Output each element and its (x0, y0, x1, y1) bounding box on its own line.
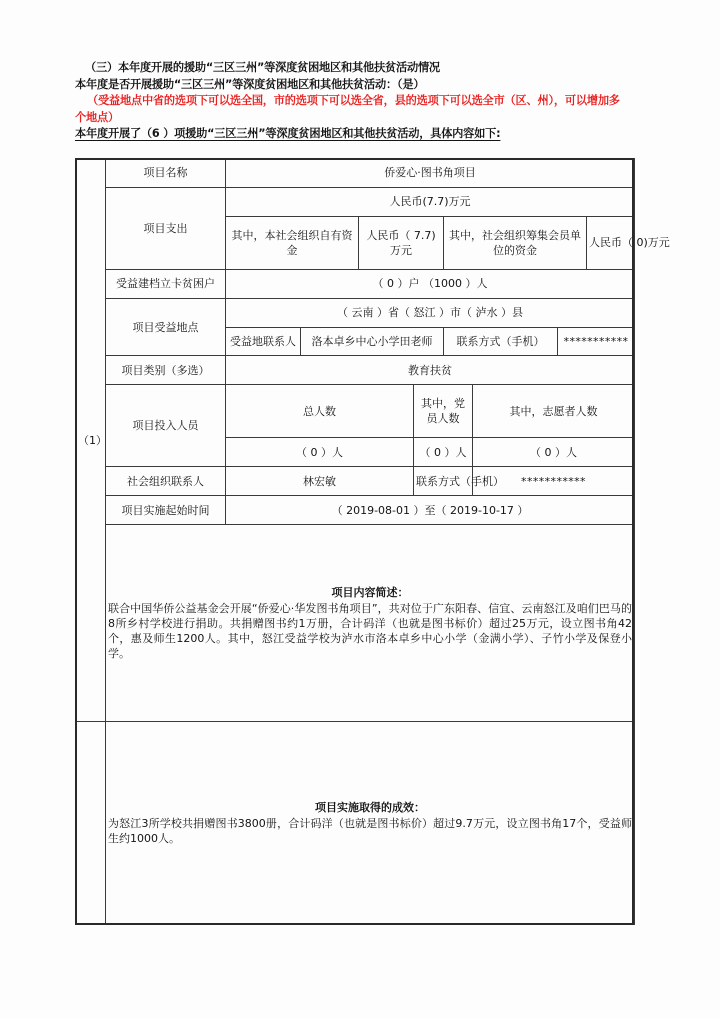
body-project-outcome: 为怒江3所学校共捐赠图书3800册，合计码洋（也就是图书标价）超过9.7万元，设立图书角17个，受益师生约1000人。 (108, 817, 632, 845)
value-location-admin: （ 云南 ）省（ 怒江 ）市（ 泸水 ）县 (226, 298, 635, 327)
label-member-funds: 其中，社会组织筹集会员单位的资金 (444, 216, 587, 269)
value-personnel-party: （ 0 ）人 (414, 438, 473, 467)
value-project-name: 侨爱心·图书角项目 (226, 159, 635, 188)
cell-project-outcome (106, 722, 635, 925)
table-row-period (76, 496, 635, 525)
count-line: 本年度开展了（6 ）项援助“三区三州”等深度贫困地区和其他扶贫活动，具体内容如下: (75, 127, 501, 140)
value-org-contact-name: 林宏敏 (226, 467, 414, 496)
question-line: 本年度是否开展援助“三区三州”等深度贫困地区和其他扶贫活动：（是） (75, 77, 425, 91)
table-row-personnel-headers (76, 385, 635, 438)
table-row-outcome (76, 722, 635, 925)
label-org-contact: 社会组织联系人 (106, 467, 226, 496)
table-row-category (76, 356, 635, 385)
label-beneficiary-households: 受益建档立卡贫困户 (106, 269, 226, 298)
value-category: 教育扶贫 (226, 356, 635, 385)
body-project-content: 联合中国华侨公益基金会开展“侨爱心·华发图书角项目”，共对位于广东阳春、信宜、云南怒江及咱们巴马的8所乡村学校进行捐助。共捐赠图书约1万册，合计码洋（也就是图书标价）超过25万元，设立图书角42个，惠及师生1200人。其中，怒江受益学校为泸水市洛本卓乡中心小学（金满小学）、子竹小学及保登小学。 (108, 602, 632, 660)
note-line-2: 个地点） (75, 110, 119, 124)
value-personnel-total: （ 0 ）人 (226, 438, 414, 467)
label-period: 项目实施起始时间 (106, 496, 226, 525)
label-location-phone: 联系方式（手机） (444, 327, 558, 356)
label-expenditure: 项目支出 (106, 187, 226, 269)
value-period: （ 2019-08-01 ）至（ 2019-10-17 ） (226, 496, 635, 525)
value-own-funds: 人民币（ 7.7)万元 (359, 216, 444, 269)
value-expenditure-total: 人民币(7.7)万元 (226, 187, 635, 216)
value-org-contact-phone: *********** (473, 467, 635, 496)
header-personnel-volunteer: 其中，志愿者人数 (473, 385, 635, 438)
value-location-phone: *********** (558, 327, 635, 356)
note-line-1: （受益地点中省的选项下可以选全国，市的选项下可以选全省，县的选项下可以选全市（区、州），可以增加多 (87, 94, 620, 107)
table-row-beneficiary-households (76, 269, 635, 298)
label-beneficiary-location: 项目受益地点 (106, 298, 226, 356)
heading-block (75, 60, 645, 143)
title-project-outcome: 项目实施取得的成效： (315, 801, 425, 814)
title-project-content: 项目内容简述： (331, 586, 409, 599)
table-row-content (76, 525, 635, 722)
label-category: 项目类别（多选） (106, 356, 226, 385)
label-personnel: 项目投入人员 (106, 385, 226, 467)
row-index: （1） (76, 159, 106, 722)
label-org-contact-phone: 联系方式（手机） (414, 467, 473, 496)
table-row-project-name (76, 159, 635, 188)
header-personnel-total: 总人数 (226, 385, 414, 438)
table-row-org-contact (76, 467, 635, 496)
value-beneficiary-households: （ 0 ）户 （1000 ）人 (226, 269, 635, 298)
value-member-funds: 人民币（ 0)万元 (587, 216, 635, 269)
section-title: （三）本年度开展的援助“三区三州”等深度贫困地区和其他扶贫活动情况 (85, 61, 440, 74)
label-own-funds: 其中，本社会组织自有资金 (226, 216, 359, 269)
row-index-spacer (76, 722, 106, 925)
label-project-name: 项目名称 (106, 159, 226, 188)
header-personnel-party: 其中，党员人数 (414, 385, 473, 438)
label-location-contact: 受益地联系人 (226, 327, 301, 356)
table-row-expenditure-total (76, 187, 635, 216)
value-location-contact: 洛本卓乡中心小学田老师 (301, 327, 444, 356)
value-personnel-volunteer: （ 0 ）人 (473, 438, 635, 467)
cell-project-content (106, 525, 635, 722)
table-row-location-admin (76, 298, 635, 327)
project-form-table (75, 158, 670, 925)
